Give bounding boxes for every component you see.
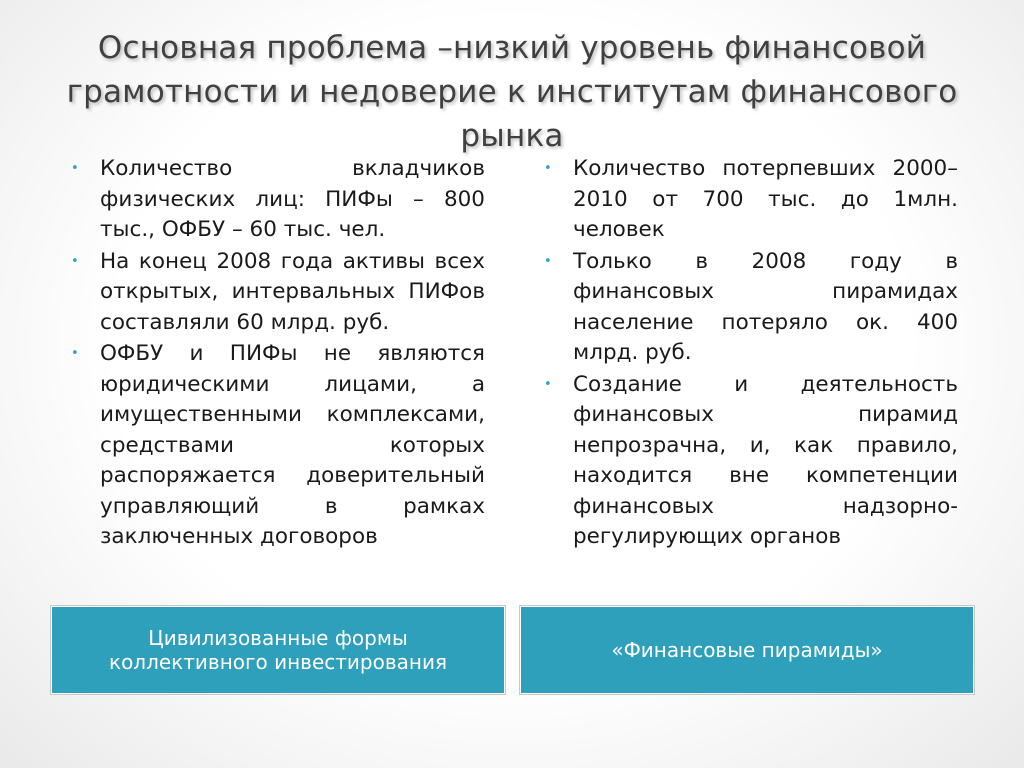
bullet-dot-icon: • bbox=[71, 253, 79, 269]
list-item-text: Количество потерпевших 2000–2010 от 700 тыс. до 1млн. человек bbox=[573, 156, 958, 242]
list-item-text: На конец 2008 года активы всех открытых, интервальных ПИФов составляли 60 млрд. руб. bbox=[100, 248, 485, 335]
list-item-text: Количество вкладчиков физических лиц: ПИФы – 800 тыс., ОФБУ – 60 тыс. чел. bbox=[100, 156, 485, 242]
left-bullet-list bbox=[70, 154, 485, 554]
list-item-text: Только в 2008 году в финансовых пирамидах население потеряло ок. 400 млрд. руб. bbox=[573, 248, 958, 365]
category-label: «Финансовые пирамиды» bbox=[611, 638, 883, 662]
bullet-dot-icon: • bbox=[544, 253, 552, 269]
list-item bbox=[70, 154, 485, 246]
bullet-dot-icon: • bbox=[71, 346, 79, 361]
list-item bbox=[70, 339, 485, 553]
list-item-text: Создание и деятельность финансовых пирамид непрозрачна, и, как правило, находится вне компетенции финансовых надзорно-регулирующих органов bbox=[573, 371, 958, 549]
slide-title: Основная проблема –низкий уровень финансовой грамотности и недоверие к институтам финансового рынка bbox=[66, 30, 958, 154]
list-item bbox=[70, 247, 485, 339]
category-label: Цивилизованные формы коллективного инвестирования bbox=[108, 626, 447, 674]
bullet-dot-icon: • bbox=[544, 376, 552, 392]
list-item bbox=[543, 247, 958, 369]
category-box-financial-pyramids bbox=[520, 606, 974, 694]
right-bullet-list bbox=[543, 154, 958, 554]
category-box-collective-investment bbox=[51, 606, 505, 694]
list-item bbox=[543, 370, 958, 553]
list-item bbox=[543, 154, 958, 246]
bullet-dot-icon: • bbox=[71, 161, 79, 176]
bullet-dot-icon: • bbox=[544, 161, 552, 176]
list-item-text: ОФБУ и ПИФы не являются юридическими лицами, а имущественными комплексами, средствами которых распоряжается доверительный управляющий в рамках заключенных договоров bbox=[100, 341, 485, 549]
